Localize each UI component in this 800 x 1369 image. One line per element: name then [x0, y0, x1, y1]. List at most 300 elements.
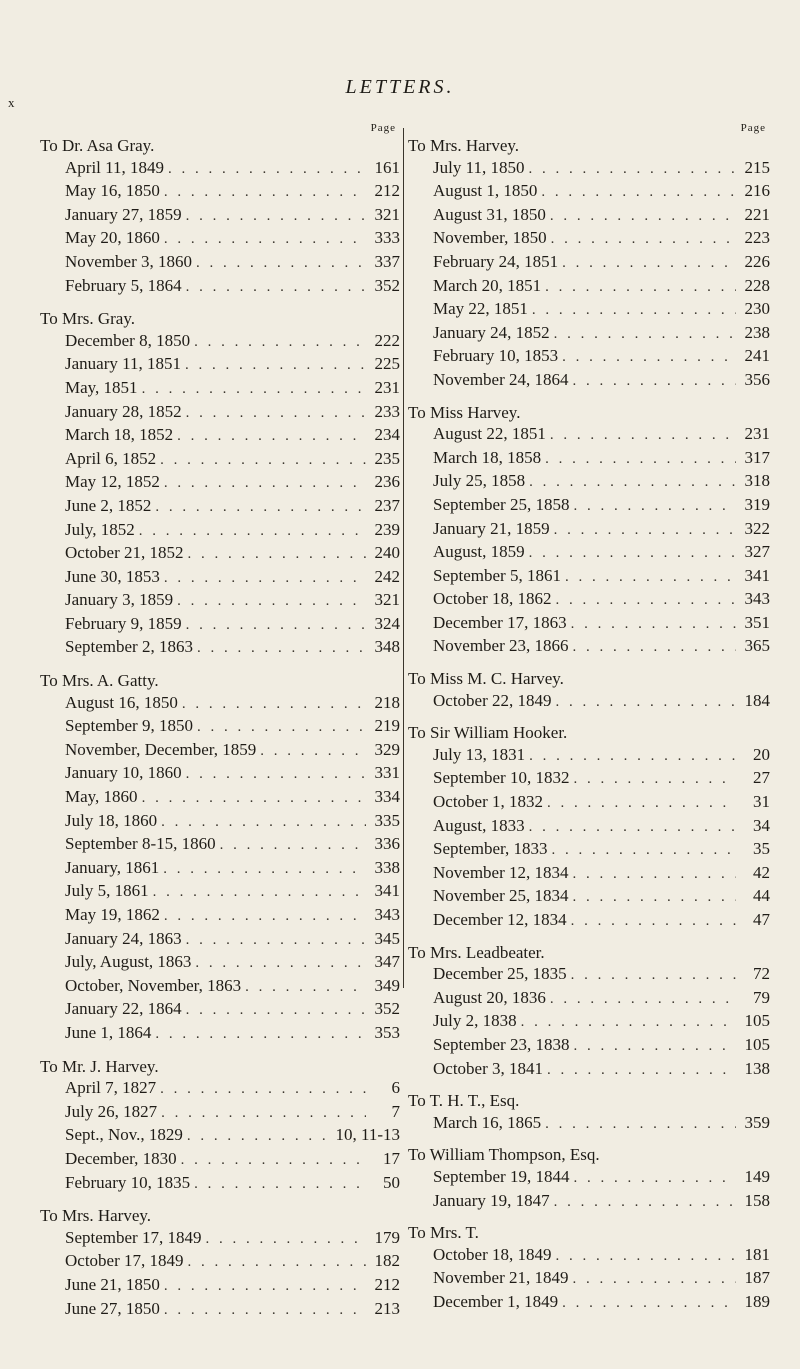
- recipient-heading: To William Thompson, Esq.: [408, 1145, 600, 1165]
- letter-date: July 25, 1858: [433, 471, 526, 491]
- letter-entry: [408, 1244, 770, 1268]
- running-head: LETTERS.: [345, 76, 455, 98]
- letter-entry: [40, 1124, 400, 1148]
- dot-leader: [201, 1229, 366, 1251]
- page-reference: 318: [744, 471, 770, 491]
- letter-entry: [40, 275, 400, 299]
- page-reference: 236: [374, 472, 400, 492]
- letter-entry: [408, 447, 770, 471]
- letter-entry: [408, 518, 770, 542]
- dot-leader: [256, 741, 366, 763]
- dot-leader: [173, 426, 366, 448]
- dot-leader: [547, 229, 736, 251]
- letter-date: September, 1833: [433, 839, 548, 859]
- page-reference: 322: [744, 518, 770, 538]
- page-number-roman: x: [8, 95, 15, 110]
- recipient-heading: To Sir William Hooker.: [408, 723, 568, 743]
- recipient-group: [40, 308, 400, 660]
- letter-entry: [408, 157, 770, 181]
- dot-leader: [569, 1168, 736, 1190]
- page-reference: 79: [753, 987, 770, 1007]
- dot-leader: [569, 1269, 736, 1291]
- page-reference: 215: [744, 157, 770, 177]
- dot-leader: [525, 746, 736, 768]
- page-reference: 321: [374, 590, 400, 610]
- letter-entry: [408, 791, 770, 815]
- letter-entry: [408, 298, 770, 322]
- dot-leader: [548, 840, 736, 862]
- letter-entry: [40, 636, 400, 660]
- letter-entry: [408, 541, 770, 565]
- dot-leader: [182, 403, 366, 425]
- dot-leader: [160, 1300, 366, 1322]
- recipient-heading: To Dr. Asa Gray.: [40, 136, 155, 155]
- letter-date: July 18, 1860: [65, 810, 158, 830]
- letter-date: September 10, 1832: [433, 768, 570, 788]
- page-reference: 10, 11-13: [335, 1125, 400, 1145]
- letter-date: September 9, 1850: [65, 716, 193, 736]
- recipient-heading: To Miss Harvey.: [408, 402, 521, 422]
- page-reference: 321: [374, 204, 400, 224]
- page-reference: 341: [744, 565, 770, 585]
- page-reference: 216: [744, 181, 770, 201]
- page-reference: 327: [744, 542, 770, 562]
- page-reference: 212: [374, 1274, 400, 1294]
- page-reference: 238: [744, 322, 770, 342]
- page-reference: 47: [753, 910, 770, 929]
- letter-entry: [40, 424, 400, 448]
- recipient-heading: To Mrs. Harvey.: [408, 136, 520, 155]
- letter-entry: [40, 1101, 400, 1125]
- page-reference: 329: [374, 739, 400, 759]
- page-reference: 105: [744, 1011, 770, 1031]
- letter-date: May 12, 1852: [65, 472, 160, 492]
- dot-leader: [524, 159, 736, 181]
- recipient-heading: To Mrs. T.: [408, 1223, 479, 1243]
- letter-date: August 20, 1836: [433, 987, 546, 1007]
- dot-leader: [541, 1114, 736, 1136]
- letter-entry: [40, 975, 400, 999]
- letter-date: July 11, 1850: [433, 157, 525, 177]
- page-reference: 31: [753, 792, 770, 812]
- letter-entry: [40, 904, 400, 928]
- page-reference: 20: [753, 744, 770, 764]
- letter-entry: [408, 767, 770, 791]
- page-reference: 239: [374, 519, 400, 539]
- letter-date: August 1, 1850: [433, 181, 538, 201]
- dot-leader: [182, 277, 366, 299]
- page-reference: 6: [391, 1078, 400, 1098]
- letter-date: May, 1860: [65, 787, 138, 807]
- dot-leader: [183, 1126, 336, 1148]
- recipient-heading: To Mrs. Leadbeater.: [408, 942, 545, 962]
- dot-leader: [543, 1060, 736, 1082]
- letter-date: January 11, 1851: [65, 354, 181, 374]
- letter-entry: [40, 715, 400, 739]
- letter-date: August 31, 1850: [433, 204, 546, 224]
- letter-entry: [40, 589, 400, 613]
- dot-leader: [160, 906, 366, 928]
- letter-entry: [408, 885, 770, 909]
- letter-entry: [408, 180, 770, 204]
- dot-leader: [550, 324, 736, 346]
- page-reference: 212: [374, 181, 400, 201]
- dot-leader: [181, 355, 366, 377]
- page-reference: 234: [374, 425, 400, 445]
- letter-entry: [40, 998, 400, 1022]
- dot-leader: [160, 473, 366, 495]
- letter-entry: [408, 1034, 770, 1058]
- letter-entry: [40, 471, 400, 495]
- letter-date: February 24, 1851: [433, 251, 559, 271]
- letter-entry: [408, 345, 770, 369]
- letter-date: July 5, 1861: [65, 881, 149, 901]
- dot-leader: [550, 520, 736, 542]
- page-reference: 337: [374, 251, 400, 271]
- dot-leader: [546, 206, 736, 228]
- page-reference: 226: [744, 251, 770, 271]
- page-reference: 345: [374, 928, 400, 948]
- page-reference: 353: [374, 1022, 400, 1042]
- page-reference: 352: [374, 275, 400, 295]
- letter-entry: [40, 157, 400, 181]
- page-reference: 35: [753, 839, 770, 859]
- page-reference: 219: [374, 716, 400, 736]
- letter-entry: [408, 744, 770, 768]
- recipient-heading: To Mrs. A. Gatty.: [40, 671, 159, 691]
- letter-date: November, December, 1859: [65, 739, 257, 759]
- right-groups: [408, 135, 770, 1315]
- dot-leader: [569, 887, 736, 909]
- left-groups: [40, 135, 400, 1321]
- page-reference: 334: [374, 787, 400, 807]
- letter-entry: [40, 613, 400, 637]
- letter-entry: [408, 565, 770, 589]
- page-reference: 27: [753, 768, 770, 788]
- letter-date: January 3, 1859: [65, 590, 174, 610]
- recipient-group: [408, 1144, 770, 1213]
- letter-entry: [40, 495, 400, 519]
- letter-date: November 3, 1860: [65, 251, 193, 271]
- letter-entry: [40, 1250, 400, 1274]
- letter-entry: [408, 423, 770, 447]
- letter-date: September 25, 1858: [433, 494, 570, 514]
- letter-date: January 27, 1859: [65, 204, 182, 224]
- letter-date: April 6, 1852: [65, 448, 157, 468]
- dot-leader: [569, 1036, 736, 1058]
- recipient-group: [40, 670, 400, 1046]
- letter-date: October, November, 1863: [65, 975, 242, 995]
- letter-entry: [40, 377, 400, 401]
- page-reference: 348: [374, 637, 400, 657]
- letter-date: June 27, 1850: [65, 1298, 160, 1318]
- page-reference: 331: [374, 763, 400, 783]
- dot-leader: [558, 253, 736, 275]
- dot-leader: [525, 472, 736, 494]
- letter-entry: [40, 1227, 400, 1251]
- letter-date: June 21, 1850: [65, 1274, 160, 1294]
- letter-date: April 11, 1849: [65, 157, 165, 177]
- letter-date: May 16, 1850: [65, 181, 160, 201]
- letter-entry: [40, 833, 400, 857]
- dot-leader: [550, 1192, 736, 1214]
- letter-date: December 17, 1863: [433, 612, 567, 632]
- recipient-group: [408, 1222, 770, 1314]
- letter-date: August, 1833: [433, 815, 525, 835]
- letter-date: July, 1852: [65, 519, 135, 539]
- recipient-heading: To Mrs. Harvey.: [40, 1206, 152, 1226]
- dot-leader: [184, 1252, 366, 1274]
- letter-entry: [408, 1291, 770, 1315]
- dot-leader: [164, 159, 366, 181]
- recipient-group: [408, 1090, 770, 1135]
- page-reference: 352: [374, 999, 400, 1019]
- dot-leader: [178, 694, 366, 716]
- letter-date: September 5, 1861: [433, 565, 561, 585]
- letter-date: October 21, 1852: [65, 543, 184, 563]
- letter-entry: [40, 1298, 400, 1322]
- letter-entry: [408, 1166, 770, 1190]
- page-reference: 349: [374, 975, 400, 995]
- dot-leader: [567, 911, 736, 933]
- dot-leader: [216, 835, 366, 857]
- page-reference: 138: [744, 1058, 770, 1078]
- page-reference: 149: [744, 1166, 770, 1186]
- dot-leader: [241, 977, 366, 999]
- dot-leader: [552, 692, 736, 714]
- letter-date: April 7, 1827: [65, 1078, 157, 1098]
- page-reference: 218: [374, 692, 400, 712]
- letter-entry: [408, 815, 770, 839]
- letter-entry: [408, 588, 770, 612]
- page-reference: 237: [374, 495, 400, 515]
- letter-entry: [408, 1267, 770, 1291]
- letter-date: February 9, 1859: [65, 613, 182, 633]
- letter-entry: [408, 1058, 770, 1082]
- dot-leader: [193, 638, 366, 660]
- letter-date: August 22, 1851: [433, 424, 546, 444]
- letter-entry: [40, 1172, 400, 1196]
- letter-date: November 12, 1834: [433, 862, 569, 882]
- dot-leader: [192, 253, 366, 275]
- letter-entry: [408, 275, 770, 299]
- letter-date: January, 1861: [65, 857, 160, 877]
- letter-date: March 16, 1865: [433, 1112, 542, 1132]
- page-reference: 34: [753, 815, 770, 835]
- letter-entry: [40, 448, 400, 472]
- recipient-group: [40, 1205, 400, 1321]
- letter-date: February 10, 1835: [65, 1172, 191, 1192]
- page-reference: 7: [391, 1101, 400, 1121]
- page-reference: 230: [744, 299, 770, 319]
- dot-leader: [525, 817, 736, 839]
- page-reference: 179: [374, 1227, 400, 1247]
- letter-entry: [40, 880, 400, 904]
- letter-date: March 20, 1851: [433, 275, 542, 295]
- dot-leader: [190, 332, 366, 354]
- dot-leader: [567, 965, 736, 987]
- letter-entry: [408, 909, 770, 933]
- letter-entry: [40, 566, 400, 590]
- dot-leader: [182, 930, 366, 952]
- letter-date: January 19, 1847: [433, 1190, 550, 1210]
- dot-leader: [525, 543, 736, 565]
- dot-leader: [558, 347, 736, 369]
- letter-entry: [40, 1274, 400, 1298]
- letter-date: January 22, 1864: [65, 999, 182, 1019]
- recipient-heading: To Mrs. Gray.: [40, 309, 135, 329]
- letter-date: January 10, 1860: [65, 763, 182, 783]
- letter-date: Sept., Nov., 1829: [65, 1125, 183, 1145]
- letter-date: September 2, 1863: [65, 637, 193, 657]
- letter-date: January 28, 1852: [65, 401, 182, 421]
- letter-entry: [40, 786, 400, 810]
- dot-leader: [182, 615, 366, 637]
- dot-leader: [558, 1293, 736, 1315]
- dot-leader: [182, 1000, 366, 1022]
- letter-date: March 18, 1858: [433, 447, 542, 467]
- letter-entry: [40, 1022, 400, 1046]
- dot-leader: [157, 812, 366, 834]
- letter-entry: [408, 1112, 770, 1136]
- letter-entry: [408, 1010, 770, 1034]
- page-reference: 181: [744, 1244, 770, 1264]
- letter-date: October 17, 1849: [65, 1251, 184, 1271]
- dot-leader: [149, 882, 366, 904]
- dot-leader: [135, 521, 366, 543]
- letter-date: December 12, 1834: [433, 910, 567, 929]
- dot-leader: [569, 637, 736, 659]
- dot-leader: [541, 449, 736, 471]
- dot-leader: [182, 764, 366, 786]
- letter-date: August 16, 1850: [65, 692, 178, 712]
- letter-date: January 24, 1852: [433, 322, 550, 342]
- page-reference: 161: [374, 157, 400, 177]
- dot-leader: [182, 206, 366, 228]
- letter-date: July 2, 1838: [433, 1011, 517, 1031]
- dot-leader: [160, 229, 366, 251]
- page-reference: 187: [744, 1268, 770, 1288]
- dot-leader: [528, 300, 736, 322]
- letter-date: October 22, 1849: [433, 690, 552, 710]
- recipient-heading: To Miss M. C. Harvey.: [408, 669, 564, 689]
- dot-leader: [160, 1276, 366, 1298]
- page-reference: 335: [374, 810, 400, 830]
- letter-entry: [408, 690, 770, 714]
- dot-leader: [517, 1012, 736, 1034]
- letter-entry: [40, 251, 400, 275]
- dot-leader: [156, 1079, 366, 1101]
- letter-entry: [40, 762, 400, 786]
- page-reference: 343: [744, 589, 770, 609]
- page-reference: 17: [383, 1148, 400, 1168]
- dot-leader: [138, 788, 366, 810]
- column-divider: [403, 128, 404, 988]
- letter-date: July, August, 1863: [65, 952, 192, 972]
- dot-leader: [177, 1150, 366, 1172]
- dot-leader: [569, 496, 736, 518]
- column-page-label: Page: [370, 122, 396, 134]
- page-reference: 105: [744, 1034, 770, 1054]
- page-reference: 44: [753, 886, 770, 906]
- dot-leader: [191, 953, 366, 975]
- recipient-heading: To Mr. J. Harvey.: [40, 1056, 159, 1076]
- letter-date: September 17, 1849: [65, 1227, 202, 1247]
- letter-entry: [408, 369, 770, 393]
- letter-entry: [40, 401, 400, 425]
- letter-date: September 19, 1844: [433, 1166, 570, 1186]
- letter-entry: [408, 494, 770, 518]
- letter-date: May 22, 1851: [433, 299, 528, 319]
- letter-entry: [40, 810, 400, 834]
- letter-date: November, 1850: [433, 228, 547, 248]
- page-reference: 233: [374, 401, 400, 421]
- letter-date: May, 1851: [65, 377, 138, 397]
- letter-date: September 23, 1838: [433, 1034, 570, 1054]
- page-reference: 50: [383, 1172, 400, 1192]
- letter-entry: [408, 987, 770, 1011]
- page-reference: 42: [753, 862, 770, 882]
- letter-date: December 1, 1849: [433, 1291, 559, 1311]
- letter-date: November 24, 1864: [433, 369, 569, 389]
- letter-entry: [40, 180, 400, 204]
- dot-leader: [569, 371, 736, 393]
- page-reference: 365: [744, 636, 770, 656]
- page-reference: 72: [753, 964, 770, 984]
- dot-leader: [546, 989, 736, 1011]
- letter-entry: [408, 251, 770, 275]
- letter-entry: [408, 1190, 770, 1214]
- letter-date: November 25, 1834: [433, 886, 569, 906]
- letter-entry: [408, 838, 770, 862]
- letter-entry: [40, 204, 400, 228]
- dot-leader: [561, 567, 736, 589]
- letter-date: June 30, 1853: [65, 566, 160, 586]
- page-reference: 324: [374, 613, 400, 633]
- dot-leader: [567, 614, 736, 636]
- dot-leader: [546, 425, 736, 447]
- page-reference: 333: [374, 228, 400, 248]
- letter-entry: [408, 204, 770, 228]
- letter-date: February 5, 1864: [65, 275, 182, 295]
- page-reference: 184: [744, 690, 770, 710]
- page-reference: 319: [744, 494, 770, 514]
- page-reference: 242: [374, 566, 400, 586]
- letter-entry: [40, 330, 400, 354]
- dot-leader: [184, 544, 366, 566]
- page-reference: 338: [374, 857, 400, 877]
- letter-date: October 18, 1862: [433, 589, 552, 609]
- page-reference: 351: [744, 612, 770, 632]
- letter-entry: [408, 862, 770, 886]
- letter-entry: [40, 353, 400, 377]
- letter-date: August, 1859: [433, 542, 525, 562]
- dot-leader: [173, 591, 366, 613]
- recipient-group: [408, 668, 770, 713]
- recipient-group: [40, 1056, 400, 1196]
- page-reference: 343: [374, 905, 400, 924]
- dot-leader: [543, 793, 736, 815]
- letter-date: June 2, 1852: [65, 495, 152, 515]
- page-reference: 241: [744, 346, 770, 366]
- letter-date: January 24, 1863: [65, 928, 182, 948]
- dot-leader: [569, 864, 736, 886]
- letter-date: June 1, 1864: [65, 1022, 152, 1042]
- page-reference: 213: [374, 1298, 400, 1318]
- letter-date: July 13, 1831: [433, 744, 526, 764]
- page-reference: 182: [374, 1251, 400, 1271]
- recipient-group: [408, 402, 770, 660]
